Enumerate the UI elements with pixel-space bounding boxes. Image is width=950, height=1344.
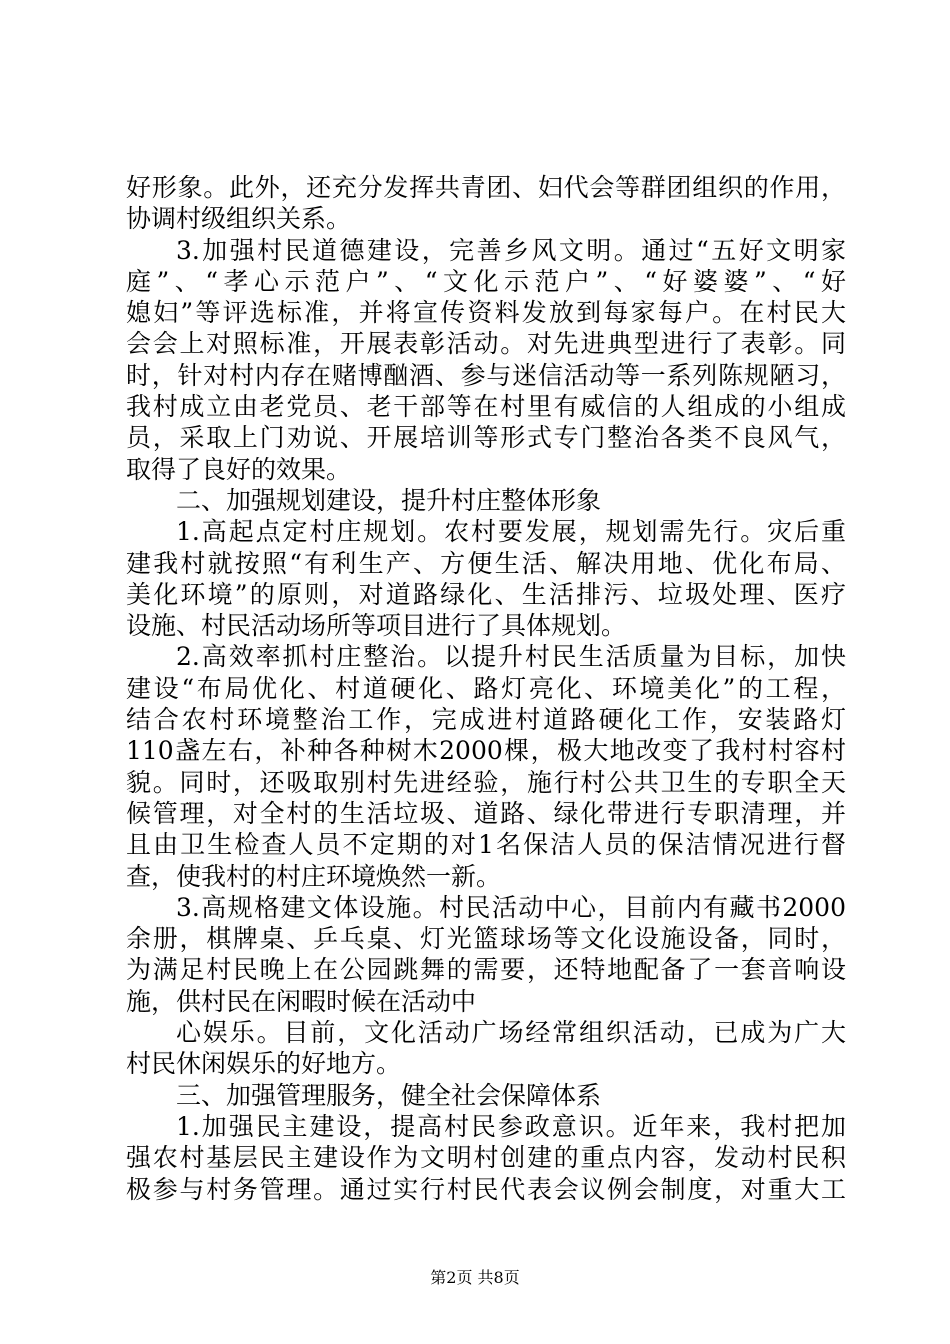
text-line: 极参与村务管理。通过实行村民代表会议例会制度，对重大工 xyxy=(126,1174,846,1204)
text-line: 员，采取上门劝说、开展培训等形式专门整治各类不良风气， xyxy=(126,423,846,453)
text-line: 1.加强民主建设，提高村民参政意识。近年来，我村把加 xyxy=(176,1111,846,1141)
text-line: 设施、村民活动场所等项目进行了具体规划。 xyxy=(126,611,627,641)
text-line: 二、加强规划建设，提升村庄整体形象 xyxy=(176,485,602,515)
text-line: 候管理，对全村的生活垃圾、道路、绿化带进行专职清理，并 xyxy=(126,798,846,828)
text-line: 结合农村环境整治工作，完成进村道路硬化工作，安装路灯 xyxy=(126,705,846,735)
text-line: 3.高规格建文体设施。村民活动中心，目前内有藏书2000 xyxy=(176,892,846,922)
text-line: 查，使我村的村庄环境焕然一新。 xyxy=(126,861,502,891)
text-line: 强农村基层民主建设作为文明村创建的重点内容，发动村民积 xyxy=(126,1143,846,1173)
text-line: 2.高效率抓村庄整治。以提升村民生活质量为目标，加快 xyxy=(176,642,846,672)
text-line: 为满足村民晚上在公园跳舞的需要，还特地配备了一套音响设 xyxy=(126,955,846,985)
text-line: 美化环境”的原则，对道路绿化、生活排污、垃圾处理、医疗 xyxy=(126,579,846,609)
text-line: 时，针对村内存在赌博酗酒、参与迷信活动等一系列陈规陋习， xyxy=(126,360,846,390)
text-line: 村民休闲娱乐的好地方。 xyxy=(126,1049,402,1079)
text-line: 会会上对照标准，开展表彰活动。对先进典型进行了表彰。同 xyxy=(126,329,846,359)
page-footer: 第2页 共8页 xyxy=(430,1268,520,1287)
text-line: 媳妇”等评选标准，并将宣传资料发放到每家每户。在村民大 xyxy=(126,298,846,328)
text-line: 三、加强管理服务，健全社会保障体系 xyxy=(176,1080,602,1110)
document-body xyxy=(126,172,846,1205)
text-line: 建设“布局优化、村道硬化、路灯亮化、环境美化”的工程， xyxy=(126,673,846,703)
text-line: 取得了良好的效果。 xyxy=(126,454,352,484)
text-line: 貌。同时，还吸取别村先进经验，施行村公共卫生的专职全天 xyxy=(126,767,846,797)
text-line: 建我村就按照“有利生产、方便生活、解决用地、优化布局、 xyxy=(126,548,846,578)
text-line: 余册，棋牌桌、乒乓桌、灯光篮球场等文化设施设备，同时， xyxy=(126,924,846,954)
text-line: 110盏左右，补种各种树木2000棵，极大地改变了我村村容村 xyxy=(126,736,846,766)
text-line: 3.加强村民道德建设，完善乡风文明。通过“五好文明家 xyxy=(176,235,846,265)
text-line: 1.高起点定村庄规划。农村要发展，规划需先行。灾后重 xyxy=(176,517,846,547)
text-line: 且由卫生检查人员不定期的对1名保洁人员的保洁情况进行督 xyxy=(126,830,846,860)
text-line: 施，供村民在闲暇时候在活动中 xyxy=(126,986,477,1016)
text-line: 我村成立由老党员、老干部等在村里有威信的人组成的小组成 xyxy=(126,392,846,422)
text-line: 好形象。此外，还充分发挥共青团、妇代会等群团组织的作用， xyxy=(126,173,846,202)
text-line: 庭”、“孝心示范户”、“文化示范户”、“好婆婆”、“好 xyxy=(126,266,846,296)
text-line: 协调村级组织关系。 xyxy=(126,204,352,234)
text-line: 心娱乐。目前，文化活动广场经常组织活动，已成为广大 xyxy=(176,1018,846,1048)
